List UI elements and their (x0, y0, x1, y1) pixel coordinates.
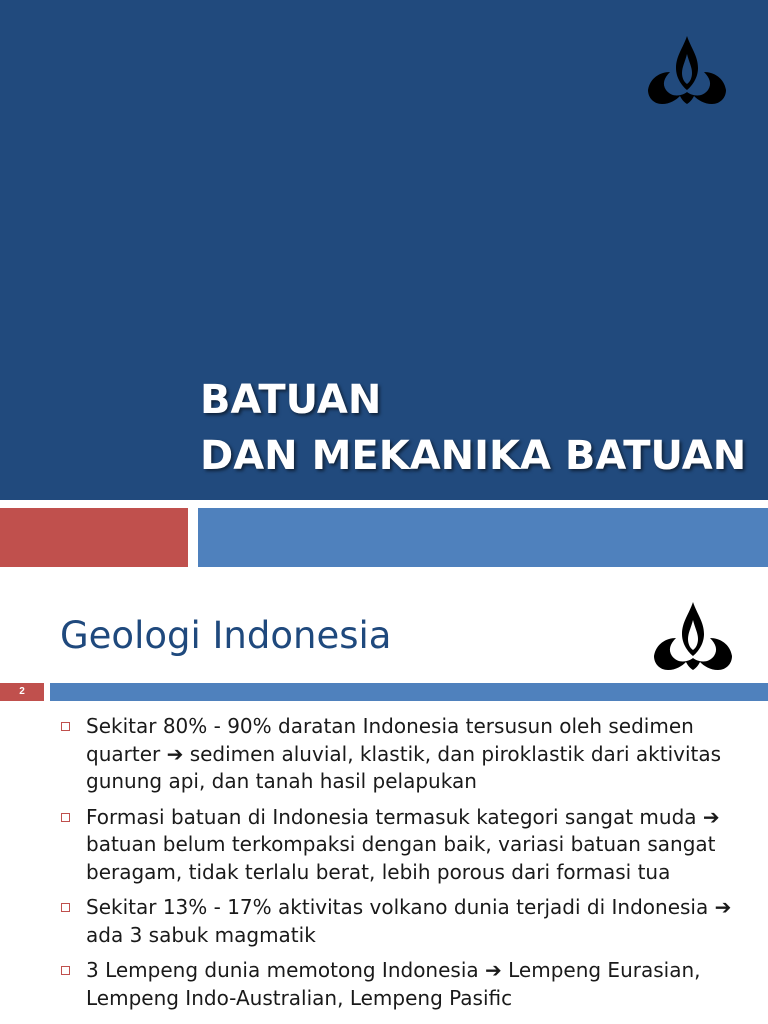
bullet-text: batuan belum terkompaksi dengan baik, variasi batuan sangat beragam, tidak terlalu berat, lebih porous dari formasi tua (86, 832, 716, 884)
bullet-list (58, 713, 748, 1020)
square-bullet-icon (61, 813, 70, 822)
bullet-text: sedimen aluvial, klastik, dan piroklastik dari aktivitas gunung api, dan tanah hasil pelapukan (86, 741, 722, 793)
title-slide (0, 0, 768, 500)
slide-title: Geologi Indonesia (60, 614, 392, 657)
title-line-1: BATUAN (200, 377, 382, 423)
list-item (58, 894, 748, 949)
bullet-text: ada 3 sabuk magmatik (86, 922, 316, 947)
university-emblem-icon (646, 34, 728, 106)
presentation-title (200, 372, 746, 484)
page-number: 2 (0, 683, 44, 701)
accent-bar-red (0, 508, 188, 567)
bullet-text: Formasi batuan di Indonesia termasuk kategori sangat muda (86, 804, 703, 829)
bullet-text: Sekitar 80% - 90% daratan Indonesia tersusun oleh sedimen quarter (86, 714, 694, 766)
list-item (58, 957, 748, 1012)
bullet-text: Lempeng Eurasian, Lempeng Indo-Australian, Lempeng Pasific (86, 958, 701, 1010)
bullet-text: Sekitar 13% - 17% aktivitas volkano dunia terjadi di Indonesia (86, 895, 715, 919)
square-bullet-icon (61, 903, 70, 912)
university-emblem-icon (652, 600, 734, 672)
arrow-icon: ➔ (485, 958, 502, 982)
square-bullet-icon (61, 722, 70, 731)
arrow-icon: ➔ (714, 895, 732, 919)
list-item (58, 713, 748, 796)
header-divider-bar (50, 683, 768, 701)
bullet-text: 3 Lempeng dunia memotong Indonesia (86, 958, 485, 982)
accent-bar-blue (198, 508, 768, 567)
list-item (58, 804, 748, 887)
title-line-2: DAN MEKANIKA BATUAN (200, 433, 747, 479)
arrow-icon: ➔ (702, 804, 720, 829)
square-bullet-icon (61, 966, 70, 975)
arrow-icon: ➔ (166, 741, 184, 766)
